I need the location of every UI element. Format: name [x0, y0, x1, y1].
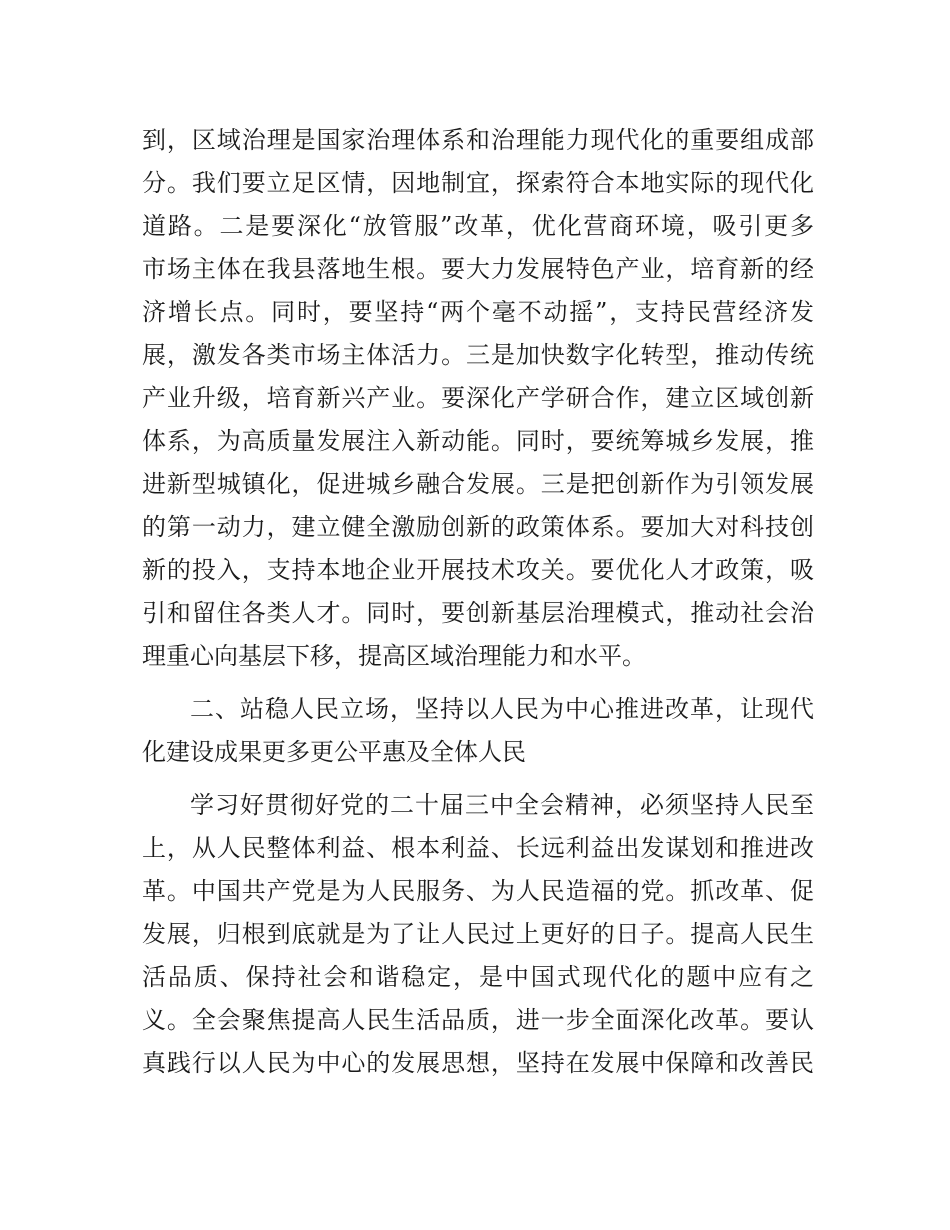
paragraph-regional-governance — [142, 119, 814, 678]
paragraph-spacer — [142, 774, 814, 784]
text-line: 市场主体在我县落地生根。要大力发展特色产业，培育新的经 — [142, 255, 814, 283]
text-line: 引和留住各类人才。同时，要创新基层治理模式，推动社会治 — [142, 599, 814, 627]
text-line: 上，从人民整体利益、根本利益、长远利益出发谋划和推进改 — [142, 834, 814, 862]
text-line: 的第一动力，建立健全激励创新的政策体系。要加大对科技创 — [142, 513, 814, 541]
text-line: 新的投入，支持本地企业开展技术攻关。要优化人才政策，吸 — [142, 556, 814, 584]
text-line: 义。全会聚焦提高人民生活品质，进一步全面深化改革。要认 — [142, 1006, 814, 1034]
document-body — [142, 119, 814, 1085]
heading-line: 化建设成果更多更公平惠及全体人民 — [142, 738, 526, 766]
text-line: 真践行以人民为中心的发展思想，坚持在发展中保障和改善民 — [142, 1049, 814, 1077]
paragraph-spacer — [142, 678, 814, 688]
section-heading — [142, 688, 814, 774]
text-line: 进新型城镇化，促进城乡融合发展。三是把创新作为引领发展 — [142, 470, 814, 498]
text-line: 学习好贯彻好党的二十届三中全会精神，必须坚持人民至 — [190, 791, 814, 819]
text-line: 展，激发各类市场主体活力。三是加快数字化转型，推动传统 — [142, 341, 814, 369]
paragraph-people-centered — [142, 784, 814, 1085]
text-line: 分。我们要立足区情，因地制宜，探索符合本地实际的现代化 — [142, 169, 814, 197]
text-line: 道路。二是要深化“放管服”改革，优化营商环境，吸引更多 — [142, 212, 814, 240]
heading-line: 二、站稳人民立场，坚持以人民为中心推进改革，让现代 — [190, 695, 814, 723]
text-line: 理重心向基层下移，提高区域治理能力和水平。 — [142, 642, 646, 670]
text-line: 济增长点。同时，要坚持“两个毫不动摇”，支持民营经济发 — [142, 298, 814, 326]
text-line: 体系，为高质量发展注入新动能。同时，要统筹城乡发展，推 — [142, 427, 814, 455]
text-line: 革。中国共产党是为人民服务、为人民造福的党。抓改革、促 — [142, 877, 814, 905]
text-line: 产业升级，培育新兴产业。要深化产学研合作，建立区域创新 — [142, 384, 814, 412]
text-line: 到，区域治理是国家治理体系和治理能力现代化的重要组成部 — [142, 126, 814, 154]
text-line: 发展，归根到底就是为了让人民过上更好的日子。提高人民生 — [142, 920, 814, 948]
text-line: 活品质、保持社会和谐稳定，是中国式现代化的题中应有之 — [142, 963, 814, 991]
